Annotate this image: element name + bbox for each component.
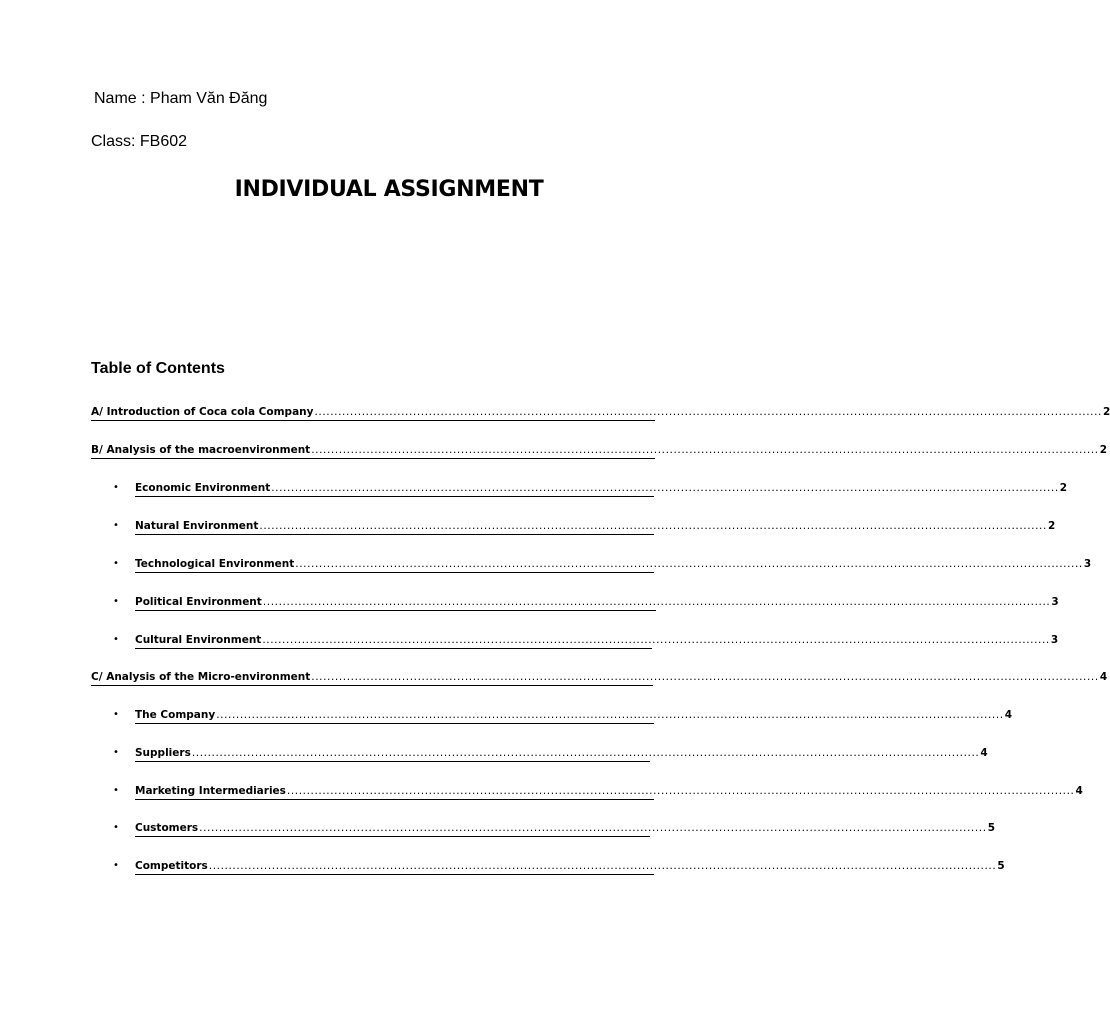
toc-leader-dots: ........................................................................................................................................................................................................: [262, 596, 1051, 608]
toc-entry-page: 2: [1047, 520, 1056, 532]
toc-entry-page: 4: [980, 747, 988, 759]
toc-entry-macroenvironment[interactable]: [91, 442, 1108, 459]
toc-leader-dots: ........................................................................................................................................................................................................: [208, 860, 997, 872]
toc-entry-page: 3: [1051, 596, 1059, 608]
toc-entry-label: Political Environment: [135, 596, 262, 608]
toc-entry-political-environment[interactable]: [135, 594, 1059, 611]
toc-entry-label: Natural Environment: [135, 520, 259, 532]
toc-entry-page: 4: [1099, 671, 1108, 683]
toc-entry-page: 2: [1103, 406, 1110, 418]
document-title: [0, 177, 768, 202]
toc-leader-dots: ........................................................................................................................................................................................................: [199, 822, 987, 834]
toc-leader-dots: ........................................................................................................................................................................................................: [259, 520, 1047, 532]
toc-leader-dots: ........................................................................................................................................................................................................: [286, 785, 1075, 797]
toc-entry-customers[interactable]: [135, 820, 995, 837]
bullet-icon: •: [113, 634, 119, 645]
toc-entry-label: Economic Environment: [135, 482, 271, 494]
toc-entry-page: 2: [1099, 444, 1108, 456]
toc-entry-introduction[interactable]: [91, 404, 1110, 421]
toc-leader-dots: ........................................................................................................................................................................................................: [311, 671, 1099, 683]
toc-entry-page: 4: [1004, 709, 1013, 721]
toc-leader-dots: ........................................................................................................................................................................................................: [271, 482, 1059, 494]
document-title-text: INDIVIDUAL ASSIGNMENT: [234, 177, 544, 202]
bullet-icon: •: [113, 482, 119, 493]
toc-leader-dots: ........................................................................................................................................................................................................: [314, 406, 1102, 418]
toc-entry-the-company[interactable]: [135, 707, 1013, 724]
toc-entry-page: 5: [997, 860, 1005, 872]
bullet-icon: •: [113, 822, 119, 833]
toc-entry-page: 5: [987, 822, 995, 834]
toc-entry-label: Marketing Intermediaries: [135, 785, 286, 797]
toc-entry-economic-environment[interactable]: [135, 480, 1068, 497]
bullet-icon: •: [113, 860, 119, 871]
toc-entry-competitors[interactable]: [135, 858, 1005, 875]
student-name: Name : Pham Văn Đăng: [94, 90, 268, 107]
bullet-icon: •: [113, 709, 119, 720]
toc-entry-page: 2: [1059, 482, 1068, 494]
toc-entry-technological-environment[interactable]: [135, 556, 1092, 573]
toc-entry-label: The Company: [135, 709, 216, 721]
toc-leader-dots: ........................................................................................................................................................................................................: [191, 747, 980, 759]
toc-entry-label: Suppliers: [135, 747, 191, 759]
toc-entry-natural-environment[interactable]: [135, 518, 1056, 535]
student-class: Class: FB602: [91, 133, 188, 150]
toc-entry-label: Cultural Environment: [135, 634, 262, 646]
toc-entry-label: A/ Introduction of Coca cola Company: [91, 406, 314, 418]
toc-entry-micro-environment[interactable]: [91, 669, 1108, 686]
toc-entry-label: B/ Analysis of the macroenvironment: [91, 444, 311, 456]
toc-entry-label: C/ Analysis of the Micro-environment: [91, 671, 311, 683]
toc-entry-page: 4: [1075, 785, 1083, 797]
toc-entry-page: 3: [1083, 558, 1092, 570]
bullet-icon: •: [113, 596, 119, 607]
bullet-icon: •: [113, 747, 119, 758]
toc-heading: Table of Contents: [91, 360, 225, 377]
toc-leader-dots: ........................................................................................................................................................................................................: [295, 558, 1083, 570]
toc-entry-label: Competitors: [135, 860, 208, 872]
toc-leader-dots: ........................................................................................................................................................................................................: [262, 634, 1050, 646]
toc-entry-label: Customers: [135, 822, 199, 834]
bullet-icon: •: [113, 558, 119, 569]
toc-leader-dots: ........................................................................................................................................................................................................: [311, 444, 1099, 456]
toc-entry-suppliers[interactable]: [135, 745, 988, 762]
toc-entry-cultural-environment[interactable]: [135, 632, 1059, 649]
bullet-icon: •: [113, 520, 119, 531]
bullet-icon: •: [113, 785, 119, 796]
toc-entry-label: Technological Environment: [135, 558, 295, 570]
toc-entry-page: 3: [1050, 634, 1059, 646]
toc-entry-marketing-intermediaries[interactable]: [135, 783, 1083, 800]
toc-leader-dots: ........................................................................................................................................................................................................: [216, 709, 1004, 721]
